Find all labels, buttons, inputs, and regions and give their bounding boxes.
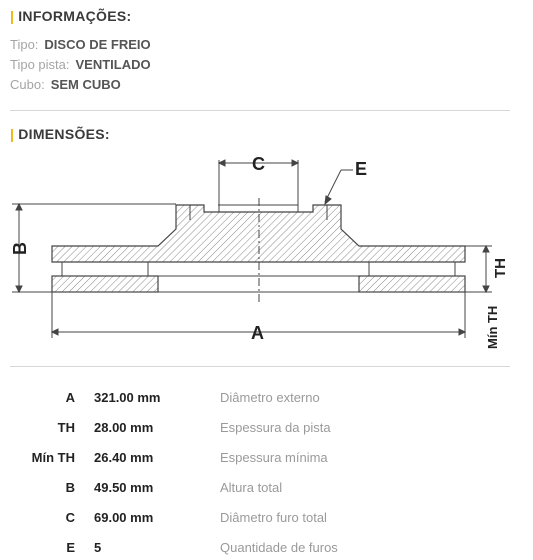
dim-description: Diâmetro externo (220, 390, 320, 405)
info-value: DISCO DE FREIO (44, 37, 151, 52)
dim-row-min-th (0, 450, 533, 470)
dim-code: TH (57, 420, 75, 435)
dim-description: Quantidade de furos (220, 540, 338, 555)
label-min-th: Mín TH (485, 305, 500, 349)
dimension-th (465, 246, 492, 292)
dim-value: 26.40 mm (94, 450, 154, 465)
section-divider (10, 366, 510, 367)
section-divider (10, 110, 510, 111)
dim-description: Diâmetro furo total (220, 510, 327, 525)
dim-row-c (0, 510, 533, 530)
dim-value: 5 (94, 540, 102, 555)
info-key: Tipo pista: (10, 57, 70, 72)
accent-bar: | (10, 126, 15, 142)
label-b: B (10, 242, 30, 255)
dim-value: 49.50 mm (94, 480, 154, 495)
dim-value: 321.00 mm (94, 390, 161, 405)
dim-code: A (65, 390, 75, 405)
dim-value: 28.00 mm (94, 420, 154, 435)
info-key: Cubo: (10, 77, 45, 92)
info-value: SEM CUBO (50, 77, 121, 92)
info-title-text: INFORMAÇÕES: (18, 8, 132, 24)
dim-row-a (0, 390, 533, 410)
accent-bar: | (10, 8, 15, 24)
dim-row-e (0, 540, 533, 560)
info-row-tipo (10, 37, 151, 52)
dim-description: Altura total (220, 480, 283, 495)
info-row-cubo (10, 77, 121, 92)
dim-description: Espessura da pista (220, 420, 331, 435)
dim-row-th (0, 420, 533, 440)
brake-disc-diagram (0, 150, 520, 355)
disc-lower-ring-left (52, 276, 158, 292)
dim-row-b (0, 480, 533, 500)
info-row-tipo-pista (10, 57, 151, 72)
dim-code: C (65, 510, 75, 525)
label-th: TH (492, 258, 509, 278)
dim-code: E (66, 540, 75, 555)
dimensions-title-text: DIMENSÕES: (18, 126, 110, 142)
info-section-title (10, 8, 131, 24)
dim-value: 69.00 mm (94, 510, 154, 525)
label-a: A (251, 323, 264, 343)
disc-lower-ring-right (359, 276, 465, 292)
info-value: VENTILADO (75, 57, 151, 72)
dimension-e (325, 170, 353, 204)
dimensions-section-title (10, 126, 110, 142)
label-c: C (252, 154, 265, 174)
dim-description: Espessura mínima (220, 450, 328, 465)
dim-code: B (65, 480, 75, 495)
dim-code: Mín TH (31, 450, 75, 465)
label-e: E (355, 159, 368, 179)
info-key: Tipo: (10, 37, 39, 52)
